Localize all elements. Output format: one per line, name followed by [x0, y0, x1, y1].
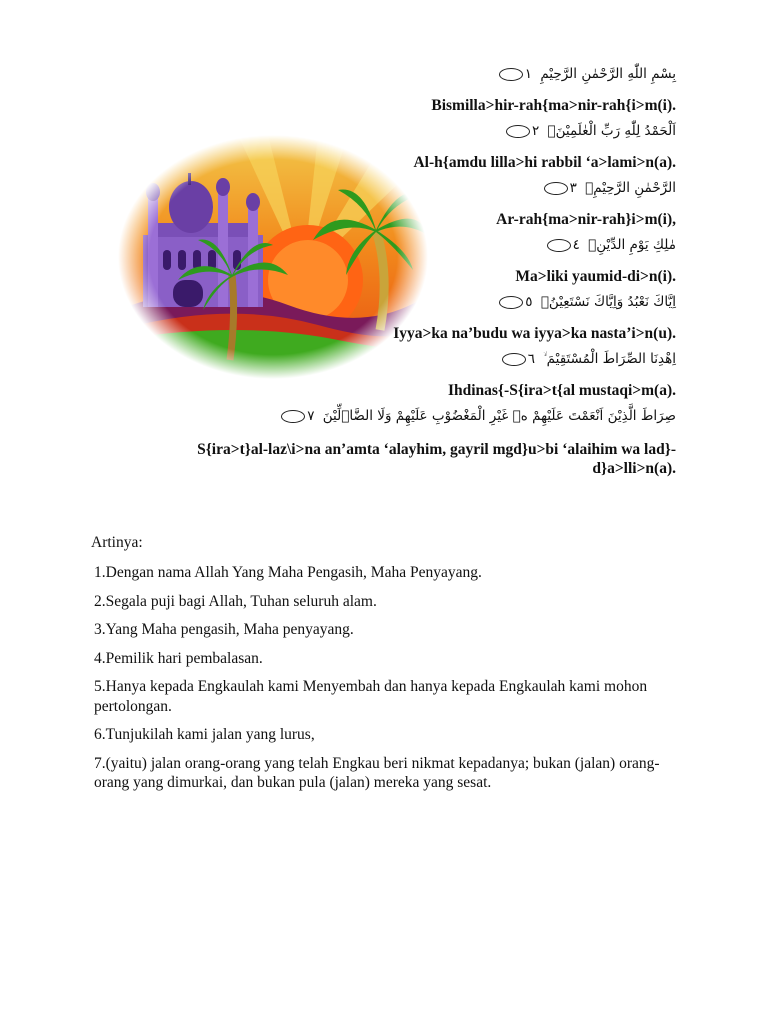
verse-2-transliteration: Al-h{amdu lilla>hi rabbil ‘a>lami>n(a). [413, 154, 676, 171]
verse-end-icon [499, 296, 523, 309]
meaning-item: 4.Pemilik hari pembalasan. [94, 649, 263, 667]
verse-end-icon [547, 239, 571, 252]
verse-end-icon [502, 353, 526, 366]
meaning-section [91, 533, 676, 802]
verse-4-transliteration: Ma>liki yaumid-di>n(i). [515, 268, 676, 285]
meaning-item: 6.Tunjukilah kami jalan yang lurus, [94, 726, 315, 743]
verse-3-arabic: الرَّحْمٰنِ الرَّحِيْمِۙ ٣ [150, 178, 676, 198]
verse-end-icon [281, 410, 305, 423]
verse-1-transliteration: Bismilla>hir-rah{ma>nir-rah{i>m(i). [431, 97, 676, 114]
meaning-item: 7.(yaitu) jalan orang-orang yang telah Engkau beri nikmat kepadanya; bukan (jalan) orang-orang yang dimurkai, dan bukan pula (jalan) mereka yang sesat. [94, 754, 660, 791]
verses-block [150, 64, 676, 484]
meaning-item: 2.Segala puji bagi Allah, Tuhan seluruh alam. [94, 592, 377, 610]
verse-5-transliteration: Iyya>ka na’budu wa iyya>ka nasta’i>n(u). [393, 325, 676, 342]
verse-5-arabic: اِيَّاكَ نَعْبُدُ وَاِيَّاكَ نَسْتَعِيْنُۗ ٥ [150, 292, 676, 312]
verse-3-transliteration: Ar-rah{ma>nir-rah}i>m(i), [496, 211, 676, 228]
meaning-item: 5.Hanya kepada Engkaulah kami Menyembah dan hanya kepada Engkaulah kami mohon pertolongan. [94, 678, 671, 715]
verse-end-icon [499, 68, 523, 81]
meaning-heading: Artinya: [91, 534, 143, 551]
verse-end-icon [544, 182, 568, 195]
verse-7-arabic: صِرَاطَ الَّذِيْنَ اَنْعَمْتَ عَلَيْهِمْ ەۙ غَيْرِ الْمَغْضُوْبِ عَلَيْهِمْ وَلَا الضَّاۤلِّيْنَ ٧ [150, 406, 676, 426]
meaning-item: 3.Yang Maha pengasih, Maha penyayang. [94, 621, 354, 638]
verse-6-transliteration: Ihdinas{-S{ira>t{al mustaqi>m(a). [447, 382, 676, 399]
verse-4-arabic: مٰلِكِ يَوْمِ الدِّيْنِۗ ٤ [150, 235, 676, 255]
verse-1-arabic: بِسْمِ اللّٰهِ الرَّحْمٰنِ الرَّحِيْمِ ١ [150, 64, 676, 84]
verse-6-arabic: اِهْدِنَا الصِّرَاطَ الْمُسْتَقِيْمَ ۙ ٦ [150, 349, 676, 369]
verse-end-icon [506, 125, 530, 138]
verse-7-transliteration: S{ira>t}al-laz\i>na an’amta ‘alayhim, gayril mgd}u>bi ‘alaihim wa lad}-d}a>lli>n(a). [197, 441, 676, 477]
meaning-item: 1.Dengan nama Allah Yang Maha Pengasih, Maha Penyayang. [94, 564, 482, 581]
verse-2-arabic: اَلْحَمْدُ لِلّٰهِ رَبِّ الْعٰلَمِيْنَۙ ٢ [150, 121, 676, 141]
